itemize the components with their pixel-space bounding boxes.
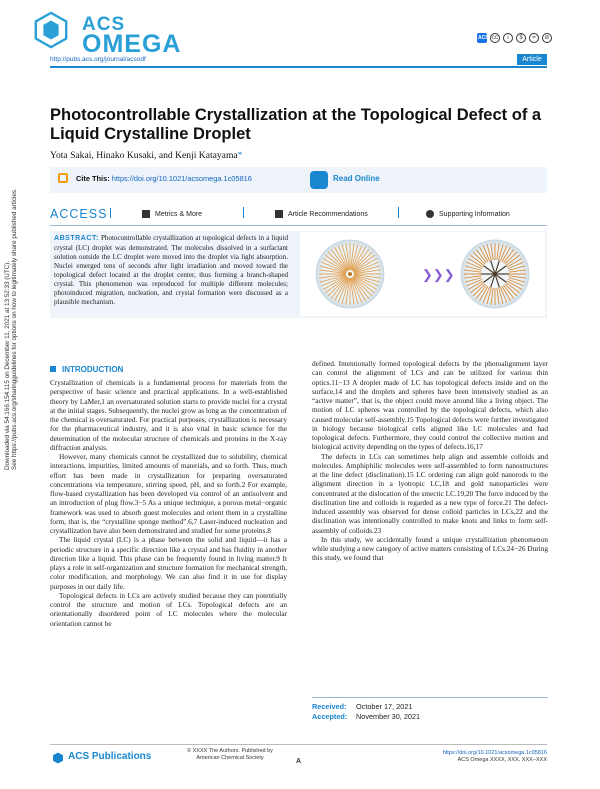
acs-logo-icon (32, 11, 70, 49)
dates-divider (312, 697, 548, 698)
journal-logo-acs: ACS (82, 14, 126, 35)
abstract (54, 234, 288, 307)
license-badges (477, 33, 552, 43)
paragraph: defined. Intentionally formed topological defects by the photoalignment layer can control the alignment of LCs and can be utilized for various thin optics.11−13 A droplet made of LC has topological defects inside and on the surface,14 and the droplets and spheres have been intensively studied as an “active matter”, that is, the object could move around like a living object. The motion of LC spheres was controlled by the topological defects, which also caused molecular self-assembly.15 Topological defects were further investigated in biology because biological cells aligned like LC molecules and had topological defects. Furthermore, they could control the collective motion and biological activity depending on the types of defects.16,17 (312, 359, 548, 452)
transition-arrow-icon (422, 267, 455, 283)
download-line: Downloaded via 54.166.154.115 on December 11, 2021 at 13:52:33 (UTC). (4, 260, 11, 470)
publisher-name[interactable]: ACS Publications (68, 751, 152, 762)
cc-license-icon: cc (492, 35, 498, 41)
journal-url-link[interactable]: http://pubs.acs.org/journal/acsodf (50, 56, 146, 63)
received-label: Received: (312, 702, 347, 711)
metrics-label: Metrics & More (155, 210, 203, 218)
copyright-notice: © XXXX The Authors. Published by American Chemical Society (187, 748, 273, 761)
paragraph: The defects in LCs can sometimes help align and assemble colloids and molecules. Amphiphilic molecules were self-assembled to form nanostructures at the line defect (disclination).15 LC ordering can align gold nanorods to the alignment direction in a lyotropic LC,18 and gold nanoparticles were concentrated at the dislocation of the smectic LC.19,20 The force induced by the disclination line and colloids is regarded as a new type of force.21 The defect-induced assembly was observed for dense colloid particles in LCs,22 and the disclination was intentionally controlled to make knots and links to form self-assembly of colloids.23 (312, 451, 548, 535)
section-heading-text: INTRODUCTION (62, 365, 124, 374)
cite-icon (58, 173, 68, 183)
attribution-icon: i (503, 33, 513, 43)
paragraph: The liquid crystal (LC) is a phase between the solid and liquid—it has a periodic structure in a specific direction like a crystal and has fluidity in another direction like a liquid. This phase can be frequently found in living matter.9 It plays a role in self-organization and structure formation for mechanical strength, color modification, and morphology. We can also find it in use for display purposes in our daily life. (50, 535, 287, 591)
access-divider (110, 208, 111, 218)
read-online-link[interactable]: Read Online (333, 174, 380, 183)
toolbar-separator (398, 207, 399, 218)
author-list (50, 150, 242, 161)
journal-logo-omega: OMEGA (82, 30, 182, 58)
read-online-icon[interactable] (310, 171, 328, 189)
author-names[interactable]: Yota Sakai, Hinako Kusaki, and Kenji Katayama (50, 150, 238, 161)
article-title: Photocontrollable Crystallization at the Topological Defect of a Liquid Crystalline Droplet (50, 106, 542, 143)
download-notice (4, 188, 18, 470)
corresponding-author-star: * (237, 150, 243, 161)
info-icon (426, 210, 434, 218)
right-column (312, 359, 548, 563)
acs-authorchoice-icon: ACS (478, 35, 489, 41)
received-date: October 17, 2021 (356, 702, 413, 711)
droplet-before (316, 240, 384, 308)
cite-this (76, 174, 252, 183)
sharing-guidelines-line[interactable]: See https://pubs.acs.org/sharingguidelines for options on how to legitimately share published articles. (11, 188, 19, 470)
droplet-after (461, 240, 529, 308)
supporting-info-label: Supporting Information (439, 210, 510, 218)
metrics-button[interactable] (142, 210, 202, 218)
page-number: A (296, 758, 302, 765)
list-icon (275, 210, 283, 218)
toolbar-separator (243, 207, 244, 218)
toc-graphic (300, 232, 545, 316)
noncommercial-icon: $ (516, 33, 526, 43)
left-column (50, 378, 287, 628)
paragraph: Topological defects in LCs are actively studied because they can potentially control the structure and motion of LCs. Topological defects are an orientationally disordered point of LC molecules where the molecular orientation cannot be (50, 590, 287, 628)
abstract-label: ABSTRACT: (54, 235, 99, 242)
paragraph: However, many chemicals cannot be crystallized due to solubility, chemical interactions, impurities, limited amounts of materials, and so forth. Thus, much effort has been made in crystallization for preparing oversaturated concentrations via temperature, stirring speed, pH, and so forth.2 For example, flow-based crystallization has been developed via control of an antisolvent and an introduction of plug flow.3−5 As a unique technique, a porous metal−organic framework was used to absorb guest molecules and orient them in a crystalline form, that is, the “crystalline sponge method”.6,7 Laser-induced nucleation and crystallization have also been demonstrated and studied for some proteins.8 (50, 452, 287, 535)
open-access-icon: ⊜ (542, 33, 552, 43)
article-dates (312, 702, 420, 722)
accepted-row (312, 712, 420, 722)
footer-journal-citation: ACS Omega XXXX, XXX, XXX−XXX (457, 757, 547, 763)
noderivatives-icon: = (529, 33, 539, 43)
header-divider (50, 66, 547, 68)
received-row (312, 702, 420, 712)
paragraph: Crystallization of chemicals is a fundamental process for materials from the perspective of basic science and practical applications. In a well-established theory by LaMer,1 an oversaturated solution starts to provide nuclei for a crystal at the initial stages. Subsequently, the nuclei grow as long as the concentration of the chemical is oversaturated. For practical purposes, crystallization is necessary for the pharmaceutical industry, and it is also vital in basic science for the determination of the molecular structure of chemicals and proteins in the X-ray diffraction analysis. (50, 378, 287, 452)
doi-link[interactable]: https://doi.org/10.1021/acsomega.1c05816 (111, 174, 252, 183)
footer-divider (50, 744, 547, 745)
footer-citation (410, 750, 547, 764)
supporting-info-button[interactable] (426, 210, 510, 218)
paragraph: In this study, we accidentally found a unique crystallization phenomenon while studying a new category of active matters consisting of LCs.24−26 During this study, we found that (312, 534, 548, 563)
access-bottom-rule (50, 225, 547, 226)
section-heading (50, 365, 123, 374)
access-label: ACCESS (50, 207, 108, 221)
section-marker-icon (50, 366, 56, 372)
accepted-label: Accepted: (312, 712, 348, 721)
recommendations-label: Article Recommendations (288, 210, 368, 218)
article-type-tag: Article (517, 54, 547, 65)
accepted-date: November 30, 2021 (356, 712, 421, 721)
cite-label: Cite This: (76, 174, 110, 183)
acs-publications-icon (52, 752, 64, 764)
footer-doi-link[interactable]: https://doi.org/10.1021/acsomega.1c05816 (442, 750, 547, 756)
recommendations-button[interactable] (275, 210, 368, 218)
abstract-text: Photocontrollable crystallization at topological defects in a liquid crystal (LC) droplet was demonstrated. The molecules dissolved in a surfactant solution outside the LC droplet were moved into the droplet via light absorption. Nuclei emerged tens of seconds after light irradiation and moved toward the topological defect located at the droplet center, thus forming a branch-shaped crystal. This phenomenon was reproduced for multiple different molecules; photoinduced migration, nucleation, and crystal formation were discussed as a plausible mechanism. (54, 234, 288, 306)
bar-chart-icon (142, 210, 150, 218)
arrow-glyph: ❯❯❯ (422, 267, 455, 282)
